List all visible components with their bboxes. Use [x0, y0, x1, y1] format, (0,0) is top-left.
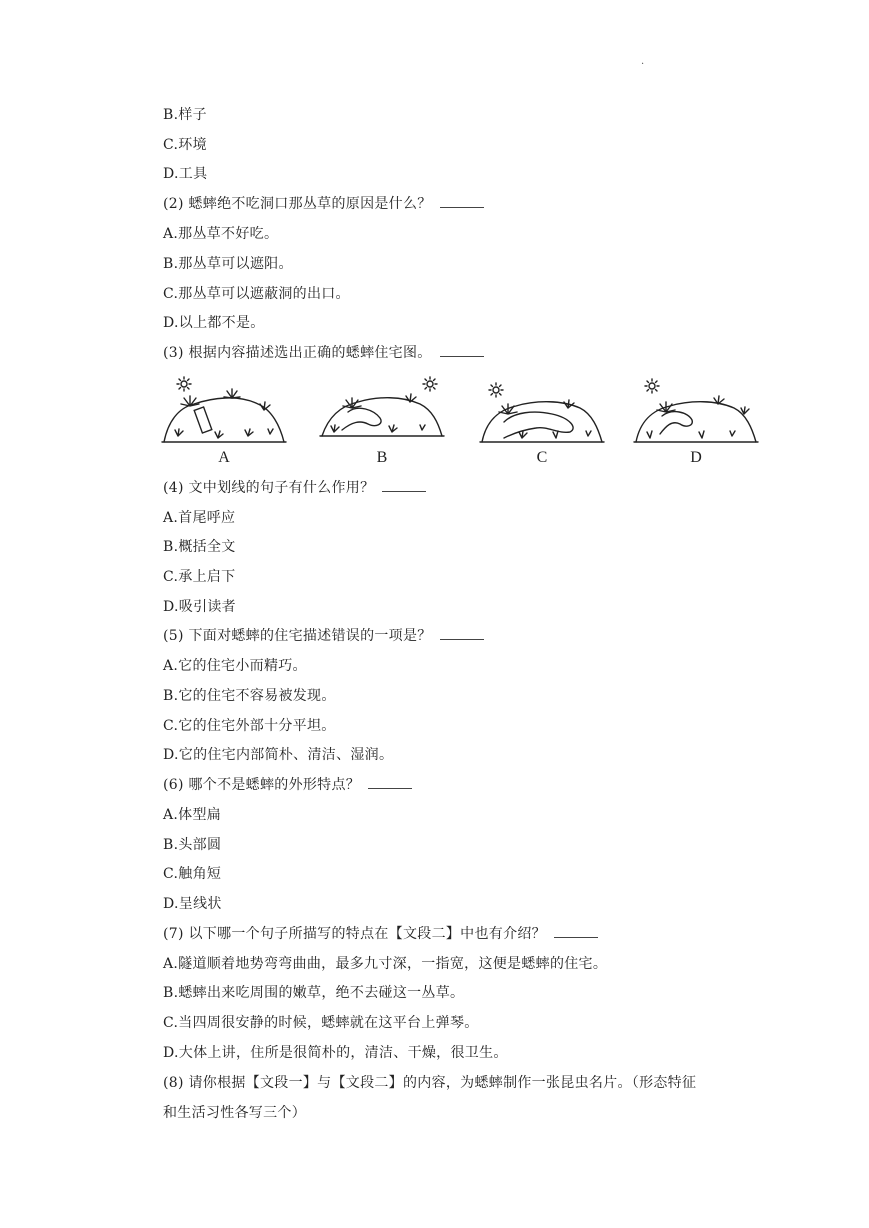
option-d-q7: D.大体上讲，住所是很简朴的，清洁、干燥，很卫生。	[163, 1045, 508, 1061]
burrow-figure-b	[318, 372, 446, 470]
question-7-text: (7) 以下哪一个句子所描写的特点在【文段二】中也有介绍？	[163, 926, 546, 942]
figure-label-a: A	[218, 449, 230, 466]
option-d-q4: D.吸引读者	[163, 599, 236, 615]
option-b-q4: B.概括全文	[163, 539, 236, 555]
answer-blank-6[interactable]	[368, 776, 412, 789]
question-8: (8) 请你根据【文段一】与【文段二】的内容，为蟋蟀制作一张昆虫名片。（形态特征	[163, 1075, 697, 1091]
answer-blank-7[interactable]	[554, 925, 598, 938]
option-c-q6: C.触角短	[163, 866, 222, 882]
option-b-q2: B.那丛草可以遮阳。	[163, 256, 293, 272]
option-a-q6: A.体型扁	[163, 807, 222, 823]
option-b-q1: B.样子	[163, 107, 207, 123]
option-d-q1: D.工具	[163, 166, 208, 182]
answer-blank-2[interactable]	[440, 195, 484, 208]
question-7	[163, 925, 598, 943]
option-c-q1: C.环境	[163, 137, 207, 153]
burrow-figure-d	[632, 372, 760, 470]
burrow-drawing-a	[160, 372, 288, 446]
question-5-text: (5) 下面对蟋蟀的住宅描述错误的一项是？	[163, 628, 432, 644]
burrow-drawing-d	[632, 372, 760, 446]
option-c-q5: C.它的住宅外部十分平坦。	[163, 718, 336, 734]
question-3	[163, 344, 484, 362]
option-a-q2: A.那丛草不好吃。	[163, 226, 279, 242]
answer-blank-5[interactable]	[440, 627, 484, 640]
burrow-drawing-b	[318, 372, 446, 446]
question-2	[163, 195, 484, 213]
burrow-drawing-c	[478, 372, 606, 446]
option-c-q4: C.承上启下	[163, 569, 236, 585]
figure-label-d: D	[690, 449, 702, 466]
burrow-figure-row	[160, 372, 760, 472]
question-8-continued: 和生活习性各写三个）	[163, 1105, 306, 1121]
answer-blank-3[interactable]	[440, 344, 484, 357]
question-6	[163, 776, 412, 794]
option-a-q7: A.隧道顺着地势弯弯曲曲，最多九寸深，一指宽，这便是蟋蟀的住宅。	[163, 956, 608, 972]
figure-label-b: B	[376, 449, 388, 466]
answer-blank-4[interactable]	[382, 479, 426, 492]
option-a-q4: A.首尾呼应	[163, 510, 236, 526]
question-3-text: (3) 根据内容描述选出正确的蟋蟀住宅图。	[163, 345, 432, 361]
figure-label-c: C	[536, 449, 548, 466]
question-5	[163, 627, 484, 645]
question-2-text: (2) 蟋蟀绝不吃洞口那丛草的原因是什么？	[163, 196, 432, 212]
option-d-q2: D.以上都不是。	[163, 315, 265, 331]
page-mark: .	[641, 56, 645, 67]
option-d-q5: D.它的住宅内部简朴、清洁、湿润。	[163, 747, 394, 763]
option-b-q7: B.蟋蟀出来吃周围的嫩草，绝不去碰这一丛草。	[163, 985, 465, 1001]
burrow-figure-c	[478, 372, 606, 470]
burrow-figure-a	[160, 372, 288, 470]
question-4-text: (4) 文中划线的句子有什么作用？	[163, 480, 375, 496]
question-4	[163, 479, 426, 497]
option-d-q6: D.呈线状	[163, 896, 222, 912]
question-6-text: (6) 哪个不是蟋蟀的外形特点？	[163, 777, 361, 793]
option-c-q2: C.那丛草可以遮蔽洞的出口。	[163, 286, 350, 302]
option-b-q5: B.它的住宅不容易被发现。	[163, 688, 336, 704]
option-a-q5: A.它的住宅小而精巧。	[163, 658, 307, 674]
option-c-q7: C.当四周很安静的时候，蟋蟀就在这平台上弹琴。	[163, 1015, 479, 1031]
option-b-q6: B.头部圆	[163, 837, 222, 853]
